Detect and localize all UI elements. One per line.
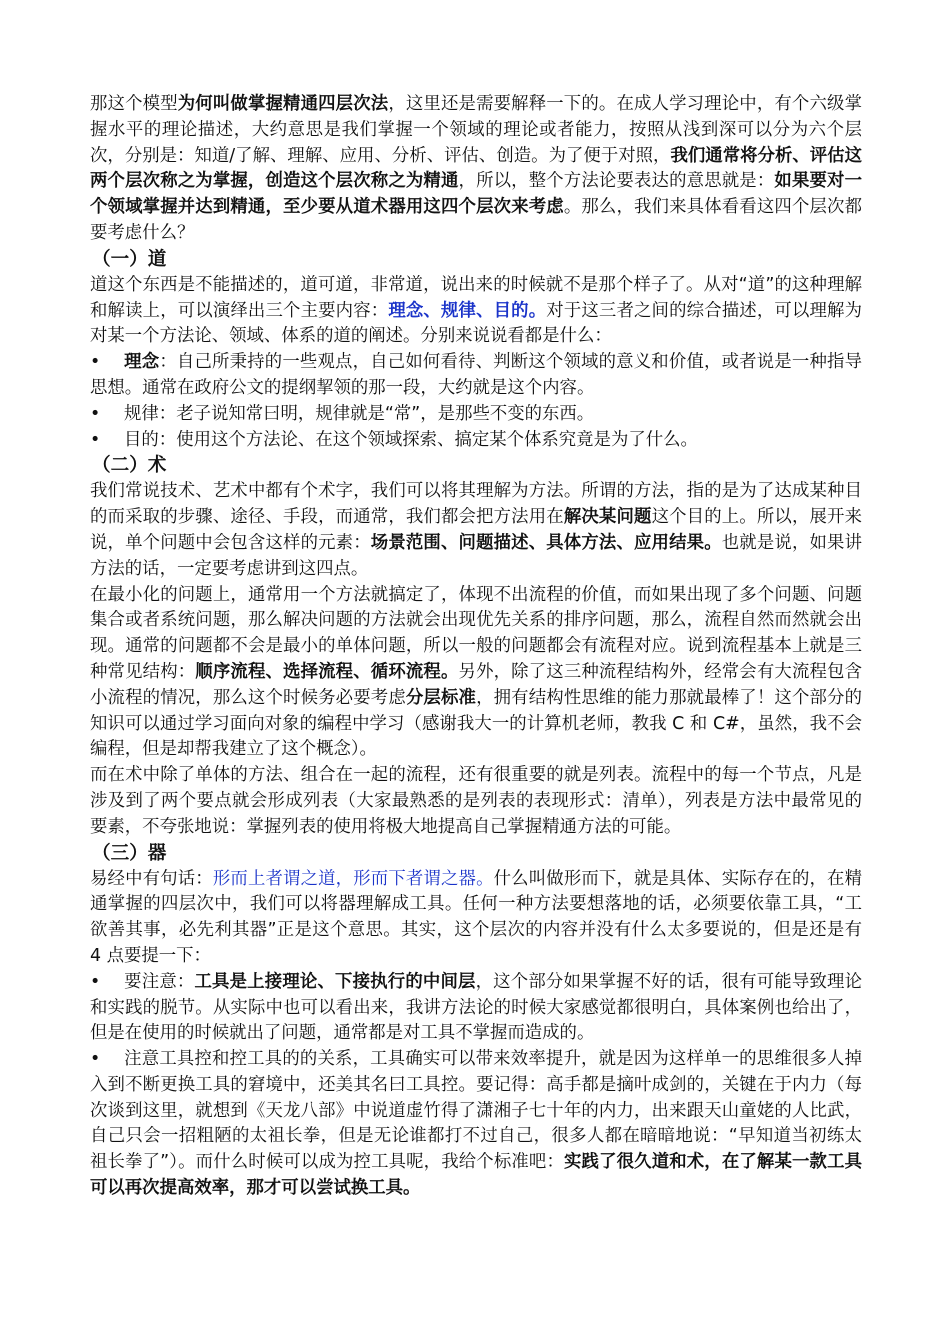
qi-item-text: 要注意： (124, 971, 195, 992)
qi-list-item (90, 970, 862, 1047)
shu-paragraph-1 (90, 479, 862, 582)
shu-text: ，拥有结构性思维的能力那就最棒了！这个部分的知识可以通过学习面向对象的编程中学习（感谢我大一的计算机老师，教我 C 和 C#，虽然，我不会编程，但是却帮我建立了这个概念）。 (90, 687, 862, 760)
bullet-icon: • (90, 403, 101, 424)
dao-item-label: 规律 (124, 403, 159, 424)
dao-item-label: 目的 (124, 429, 159, 450)
intro-text-4: 。那么，我们来具体看看这四个层次都要考虑什么？ (90, 197, 862, 243)
qi-paragraph (90, 867, 862, 970)
bullet-icon: • (90, 971, 101, 992)
dao-item-text: ：自己所秉持的一些观点，自己如何看待、判断这个领域的意义和价值，或者说是一种指导思想。通常在政府公文的提纲挈领的那一段，大约就是这个内容。 (90, 352, 862, 398)
shu-bold: 解决某问题 (563, 507, 652, 528)
shu-bold: 顺序流程、选择流程、循环流程。 (195, 661, 459, 682)
shu-text: 这个目的上。所以，展开来说，单个问题中会包含这样的元素： (90, 507, 862, 553)
intro-bold-2: 我们通常将分析、评估这两个层次称之为掌握，创造这个层次称之为精通 (90, 145, 862, 192)
intro-paragraph (90, 92, 862, 247)
qi-text: 易经中有句话： (90, 868, 213, 889)
shu-text: 也就是说，如果讲方法的话，一定要考虑讲到这四点。 (90, 532, 862, 579)
qi-item-text: ，这个部分如果掌握不好的话，很有可能导致理论和实践的脱节。从实际中也可以看出来，我讲方法论的时候大家感觉都很明白，具体案例也给出了，但是在使用的时候就出了问题，通常都是对工具不掌握而造成的。 (90, 971, 862, 1044)
dao-highlight: 理念、规律、目的。 (388, 300, 547, 321)
section-heading-dao: （一）道 (92, 248, 167, 270)
dao-list-item (90, 402, 862, 428)
qi-list-item (90, 1047, 862, 1202)
bullet-icon: • (90, 429, 101, 450)
bullet-icon: • (90, 1049, 101, 1070)
dao-paragraph (90, 273, 862, 350)
document-page (90, 92, 862, 1202)
intro-text-3: ，所以，整个方法论要表达的意思就是： (458, 171, 775, 192)
intro-bold-3: 如果要对一个领域掌握并达到精通，至少要从道术器用这四个层次来考虑 (90, 171, 862, 218)
section-heading-qi: （三）器 (92, 842, 167, 864)
shu-text: 在最小化的问题上，通常用一个方法就搞定了，体现不出流程的价值，而如果出现了多个问题、问题集合或者系统问题，那么解决问题的方法就会出现优先关系的排序问题，那么，流程自然而然就会出现。通常的问题都不会是最小的单体问题，所以一般的问题都会有流程对应。说到流程基本上就是三种常见结构： (90, 584, 862, 682)
dao-text-1: 道这个东西是不能描述的，道可道，非常道，说出来的时候就不是那个样子了。从对“道”的这种理解和解读上，可以演绎出三个主要内容： (90, 274, 862, 321)
shu-bold: 场景范围、问题描述、具体方法、应用结果。 (370, 532, 722, 553)
bullet-icon: • (90, 352, 101, 373)
qi-item-text: 注意工具控和控工具的的关系，工具确实可以带来效率提升，就是因为这样单一的思维很多人掉入到不断更换工具的窘境中，还美其名曰工具控。要记得：高手都是摘叶成剑的，关键在于内力（每次谈到这里，就想到《天龙八部》中说道虚竹得了潇湘子七十年的内力，出来跟天山童姥的人比武，自己只会一招粗陋的太祖长拳，但是无论谁都打不过自己，很多人都在暗暗地说：“早知道当初练太祖长拳了”）。而什么时候可以成为控工具呢，我给个标准吧： (90, 1049, 862, 1173)
intro-text-2: ，这里还是需要解释一下的。在成人学习理论中，有个六级掌握水平的理论描述，大约意思是我们掌握一个领域的理论或者能力，按照从浅到深可以分为六个层次，分别是：知道/了解、理解、应用、分析、评估、创造。为了便于对照， (90, 94, 862, 166)
dao-list-item (90, 428, 862, 454)
dao-text-2: 对于这三者之间的综合描述，可以理解为对某一个方法论、领域、体系的道的阐述。分别来说说看都是什么： (90, 300, 862, 347)
shu-bold: 分层标准 (405, 687, 477, 708)
dao-list-item (90, 350, 862, 402)
dao-item-text: ：老子说知常曰明，规律就是“常”，是那些不变的东西。 (158, 403, 595, 424)
shu-text: 我们常说技术、艺术中都有个术字，我们可以将其理解为方法。所谓的方法，指的是为了达成某种目的而采取的步骤、途径、手段，而通常，我们都会把方法用在 (90, 481, 862, 528)
section-heading-shu: （二）术 (92, 455, 167, 477)
shu-paragraph-3: 而在术中除了单体的方法、组合在一起的流程，还有很重要的就是列表。流程中的每一个节点，凡是涉及到了两个要点就会形成列表（大家最熟悉的是列表的表现形式：清单），列表是方法中最常见的要素，不夸张地说：掌握列表的使用将极大地提高自己掌握精通方法的可能。 (90, 765, 862, 837)
dao-item-text: ：使用这个方法论、在这个领域探索、搞定某个体系究竟是为了什么。 (158, 429, 698, 450)
intro-bold-1: 为何叫做掌握精通四层次法 (177, 94, 389, 114)
shu-paragraph-2 (90, 583, 862, 764)
qi-item-bold: 工具是上接理论、下接执行的中间层 (194, 971, 476, 992)
shu-text: 另外，除了这三种流程结构外，经常会有大流程包含小流程的情况，那么这个时候务必要考虑 (90, 661, 862, 708)
qi-highlight: 形而上者谓之道，形而下者谓之器。 (212, 868, 494, 889)
dao-item-label: 理念 (124, 352, 160, 373)
qi-text: 什么叫做形而下，就是具体、实际存在的，在精通掌握的四层次中，我们可以将器理解成工具。任何一种方法要想落地的话，必须要依靠工具，“工欲善其事，必先利其器”正是这个意思。其实，这个层次的内容并没有什么太多要说的，但是还是有 4 点要提一下： (90, 868, 862, 966)
qi-item-bold: 实践了很久道和术，在了解某一款工具可以再次提高效率，那才可以尝试换工具。 (90, 1152, 863, 1199)
intro-text-1: 那这个模型 (90, 94, 178, 114)
